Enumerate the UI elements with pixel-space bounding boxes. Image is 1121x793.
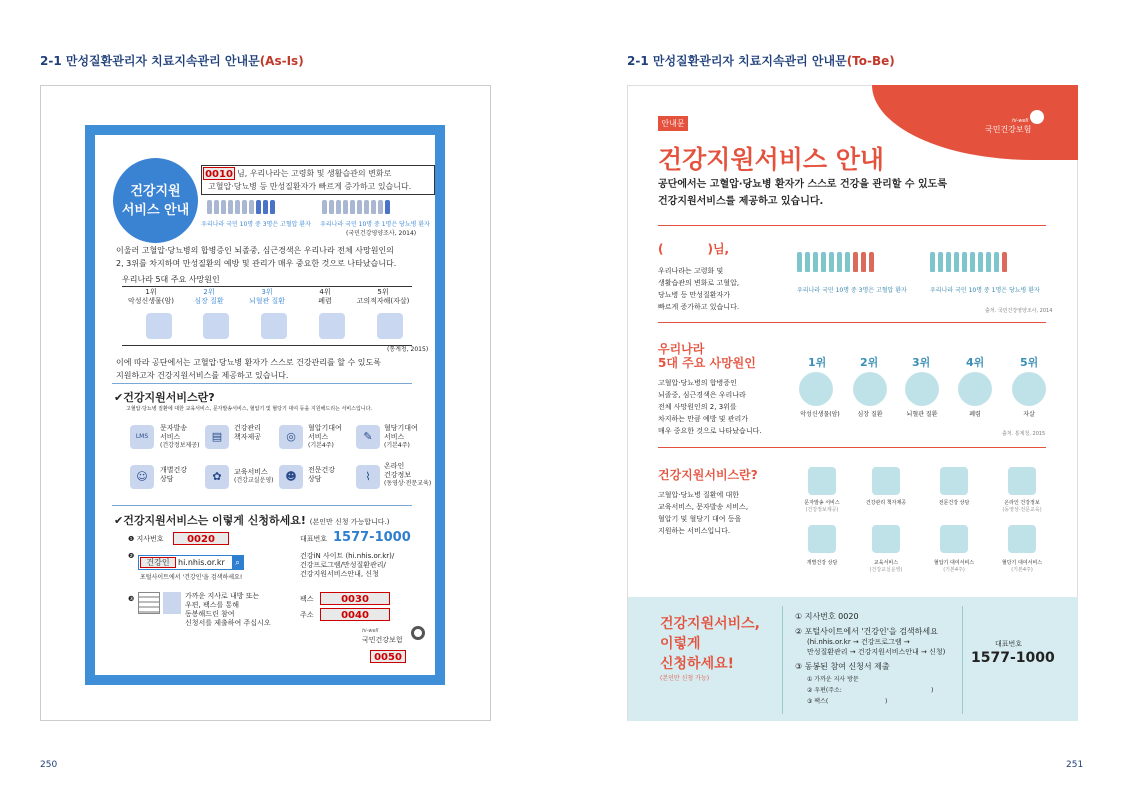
left-title-text: 2-1 만성질환관리자 치료지속관리 안내문 [40,54,260,68]
asis-circle-title: 건강지원 서비스 안내 [113,158,198,243]
booklet-icon [872,467,900,495]
asis-step2-desc: 포털사이트에서 '건강인'을 검색하세요! [140,574,243,581]
tobe-name-line: ( )님, [658,242,730,256]
page-number-left: 250 [40,760,58,770]
asis-divider-2 [112,505,412,506]
glucose-meter-icon [1008,525,1036,553]
tobe-intro: 우리나라는 고령화 및 생활습관의 변화로 고혈압, 당뇨병 등 만성질환자가 빠르게 증가하고 있습니다. [658,267,740,311]
tobe-cause-2: 심장 질환 [857,411,883,418]
tobe-cta-note: (본인만 신청 가능) [660,675,710,682]
lungs-icon [319,313,345,339]
tobe-step2: ② 포털사이트에서 '건강인'을 검색하세요 (hi.nhis.or.kr → 건강프로그램 → 만성질환관리 → 건강지원서비스안내 → 신청) [795,627,946,656]
asis-intro-a: 님, 우리나라는 고령화 및 생활습관의 변화로 [237,169,392,178]
asis-step1: ❶ 지사번호 [128,535,164,543]
tobe-step3-items: ① 가까운 지사 방문 ② 우편(주소: ) ③ 팩스( ) [807,676,934,705]
self-harm-icon [377,313,403,339]
asis-para2: 2, 3위를 차지하며 만성질환의 예방 및 관리가 매우 중요한 것으로 나타났습니다. [116,259,397,268]
asis-svc-8: 온라인 건강정보 (동영상·전문교육) [384,462,432,487]
tobe-stat-source: 출처. 국민건강영양조사, 2014 [985,308,1053,314]
tobe-divider-3 [658,447,1046,448]
tobe-svc-4: 온라인 건강정보 (동영상·전문교육) [1002,500,1042,513]
tobe-svc-8: 혈당기 대여서비스 (기본4주) [1001,560,1043,573]
tobe-rank-4: 4위 [966,356,985,369]
asis-stat1: 우리나라 국민 10명 중 3명은 고혈압 환자 [201,221,311,228]
tobe-divider-1 [658,225,1046,226]
education-icon [872,525,900,553]
asis-svc-desc: 고혈압·당뇨병 질환에 대한 교육서비스, 문자발송서비스, 혈압기 및 혈당기 대여 등을 지원해드리는 서비스입니다. [126,406,373,412]
asis-logo-small: hi-well [362,628,379,634]
asis-fax-label: 팩스 [300,595,314,603]
asis-site-desc: 건강iN 사이트 (hi.nhis.or.kr)/ 건강프로그램/만성질환관리/ 건강지원서비스안내, 신청 [300,552,395,578]
asis-stat2: 우리나라 국민 10명 중 1명은 당뇨병 환자 [320,221,430,228]
tobe-svc-2: 건강관리 책자제공 [865,500,907,506]
tobe-rep-label: 대표번호 [995,640,1023,648]
doctor-icon: ☻ [279,465,303,489]
booklet-icon: ▤ [205,425,229,449]
page-number-right: 251 [1066,760,1084,770]
asis-cause-1: 1위 악성신생물(암) [127,288,175,305]
asis-code-0010: 0010 [203,167,235,180]
asis-cause-4: 4위 폐렴 [318,288,332,305]
tobe-stat1: 우리나라 국민 10명 중 3명은 고혈압 환자 [797,287,907,294]
asis-step3-num: ❸ [128,595,135,603]
asis-svc-5: 개별건강 상담 [160,466,188,483]
right-section-title [627,52,895,69]
education-icon: ✿ [205,465,229,489]
brain-icon [261,313,287,339]
asis-para3: 이에 따라 공단에서는 고혈압·당뇨병 환자가 스스로 건강관리를 할 수 있도록 [116,358,381,367]
asis-apply-heading: ✔건강지원서비스는 이렇게 신청하세요! (본인만 신청 가능합니다.) [114,514,390,527]
tobe-divider-2 [658,322,1046,323]
asis-cause-3: 3위 뇌혈관 질환 [248,288,286,305]
asis-rep-number: 1577-1000 [333,530,411,545]
asis-causes-title: 우리나라 5대 주요 사망원인 [122,275,220,284]
asis-para1: 이울러 고혈압·당뇨병의 합병증인 뇌졸중, 심근경색은 우리나라 전체 사망원인의 [116,246,394,255]
heart-icon [853,372,887,406]
tobe-svc-7: 혈압기 대여서비스 (기본4주) [933,560,975,573]
asis-rep-label: 대표번호 [300,535,328,543]
tobe-svc-desc: 고혈압·당뇨병 질환에 대한 교육서비스, 문자발송 서비스, 혈압기 및 혈당기 대여 등을 지원하는 서비스입니다. [658,491,749,535]
fax-icon [163,592,181,614]
tobe-svc-5: 개별건강 상담 [806,560,838,566]
tobe-people-diabetes [930,252,1007,272]
tobe-svc-6: 교육서비스 (건강교실운영) [869,560,903,573]
asis-people-diabetes [322,200,390,214]
tobe-cause-4: 폐렴 [969,411,981,418]
left-section-title [40,52,304,69]
asis-svc-6: 교육서비스 (건강교실운영) [234,468,274,484]
asis-step2-num: ❷ [128,552,135,560]
asis-causes-source: (통계청, 2015) [387,346,429,353]
counseling-icon: ☺ [130,465,154,489]
tobe-cta-divider-1 [782,606,783,714]
left-title-tag: (As-Is) [259,54,304,68]
glucose-meter-icon: ✎ [356,425,380,449]
asis-para4: 지원하고자 건강지원서비스를 제공하고 있습니다. [116,371,289,380]
asis-search-url: hi.nhis.or.kr [178,558,225,567]
brain-icon [905,372,939,406]
asis-svc-4: 혈당기대여 서비스 (기본4주) [384,424,418,449]
sms-icon: LMS [130,425,154,449]
doctor-icon [940,467,968,495]
asis-svc-heading: ✔건강지원서비스란? [114,391,215,404]
online-health-icon: ⌇ [356,465,380,489]
tobe-rank-2: 2위 [860,356,879,369]
right-title-tag: (To-Be) [846,54,895,68]
tobe-tag: 안내문 [658,116,688,131]
tobe-people-hypertension [797,252,874,272]
nhis-logo-icon [411,626,425,640]
right-title-text: 2-1 만성질환관리자 치료지속관리 안내문 [627,54,847,68]
asis-code-0050: 0050 [370,650,406,663]
asis-code-0040: 0040 [320,608,390,621]
asis-search-label: 건강인 [140,557,176,568]
lungs-icon [958,372,992,406]
blood-pressure-icon: ◎ [279,425,303,449]
asis-svc-2: 건강관리 책자제공 [234,424,262,441]
tobe-causes-head: 우리나라 5대 주요 사망원인 [658,342,756,370]
tobe-rank-1: 1위 [808,356,827,369]
tobe-title: 건강지원서비스 안내 [658,145,885,174]
asis-cause-5: 5위 고의적자해(자살) [356,288,410,305]
tobe-subtitle: 공단에서는 고혈압·당뇨병 환자가 스스로 건강을 관리할 수 있도록 건강지원서비스를 제공하고 있습니다. [658,179,947,207]
tobe-causes-desc: 고혈압·당뇨병의 합병증인 뇌졸중, 심근경색은 우리나라 전체 사망원인의 2, 3위를 차지하는 만큼 예방 및 관리가 매우 중요한 것으로 나타났습니다. [658,379,762,435]
tobe-cta-divider-2 [962,606,963,714]
tobe-step3: ③ 동봉된 참여 신청서 제출 [795,662,890,671]
cancer-icon [146,313,172,339]
tobe-cause-3: 뇌혈관 질환 [906,411,938,418]
online-health-icon [1008,467,1036,495]
asis-step3-desc: 가까운 지사로 내방 또는 우편, 팩스를 통해 동봉해드린 참여 신청서를 제출하여 주십시오 [185,592,271,627]
tobe-step1: ① 지사번호 0020 [795,612,859,621]
nhis-logo-icon [1030,110,1044,124]
tobe-rank-5: 5위 [1020,356,1039,369]
heart-icon [203,313,229,339]
asis-code-0020: 0020 [173,532,229,545]
asis-cause-2: 2위 심장 질환 [194,288,224,305]
tobe-svc-1: 문자발송 서비스 (건강정보제공) [804,500,840,513]
tobe-rep-number: 1577-1000 [971,650,1055,666]
blood-pressure-icon [940,525,968,553]
tobe-svc-head: 건강지원서비스란? [658,468,758,482]
tobe-causes-source: 출처. 통계청, 2015 [1002,431,1046,437]
asis-stat-source: (국민건강영양조사, 2014) [346,230,417,237]
asis-code-0030: 0030 [320,592,390,605]
cancer-cell-icon [799,372,833,406]
asis-svc-3: 혈압기대여 서비스 (기본4주) [308,424,342,449]
asis-people-hypertension [207,200,275,214]
tobe-logo-name: 국민건강보험 [985,125,1032,134]
tobe-logo-small: hi-well [1012,118,1029,124]
asis-svc-7: 전문건강 상담 [308,466,336,483]
search-icon: ⌕ [232,556,243,569]
asis-addr-label: 주소 [300,611,314,619]
tobe-rank-3: 3위 [912,356,931,369]
asis-intro-b: 고혈압·당뇨병 등 만성질환자가 빠르게 증가하고 있습니다. [208,182,412,191]
asis-logo-name: 국민건강보험 [362,636,403,644]
tobe-cause-1: 악성신생물(암) [800,411,840,418]
asis-svc-1: 문자발송 서비스 (건강정보제공) [160,424,200,449]
building-icon [138,592,160,614]
tobe-cta-head: 건강지원서비스, 이렇게 신청하세요! [660,616,760,672]
tobe-stat2: 우리나라 국민 10명 중 1명은 당뇨병 환자 [930,287,1040,294]
tobe-svc-3: 전문건강 상담 [938,500,970,506]
tobe-cause-5: 자살 [1023,411,1035,418]
sad-face-icon [1012,372,1046,406]
counseling-icon [808,525,836,553]
asis-divider-1 [112,383,412,384]
sms-icon [808,467,836,495]
